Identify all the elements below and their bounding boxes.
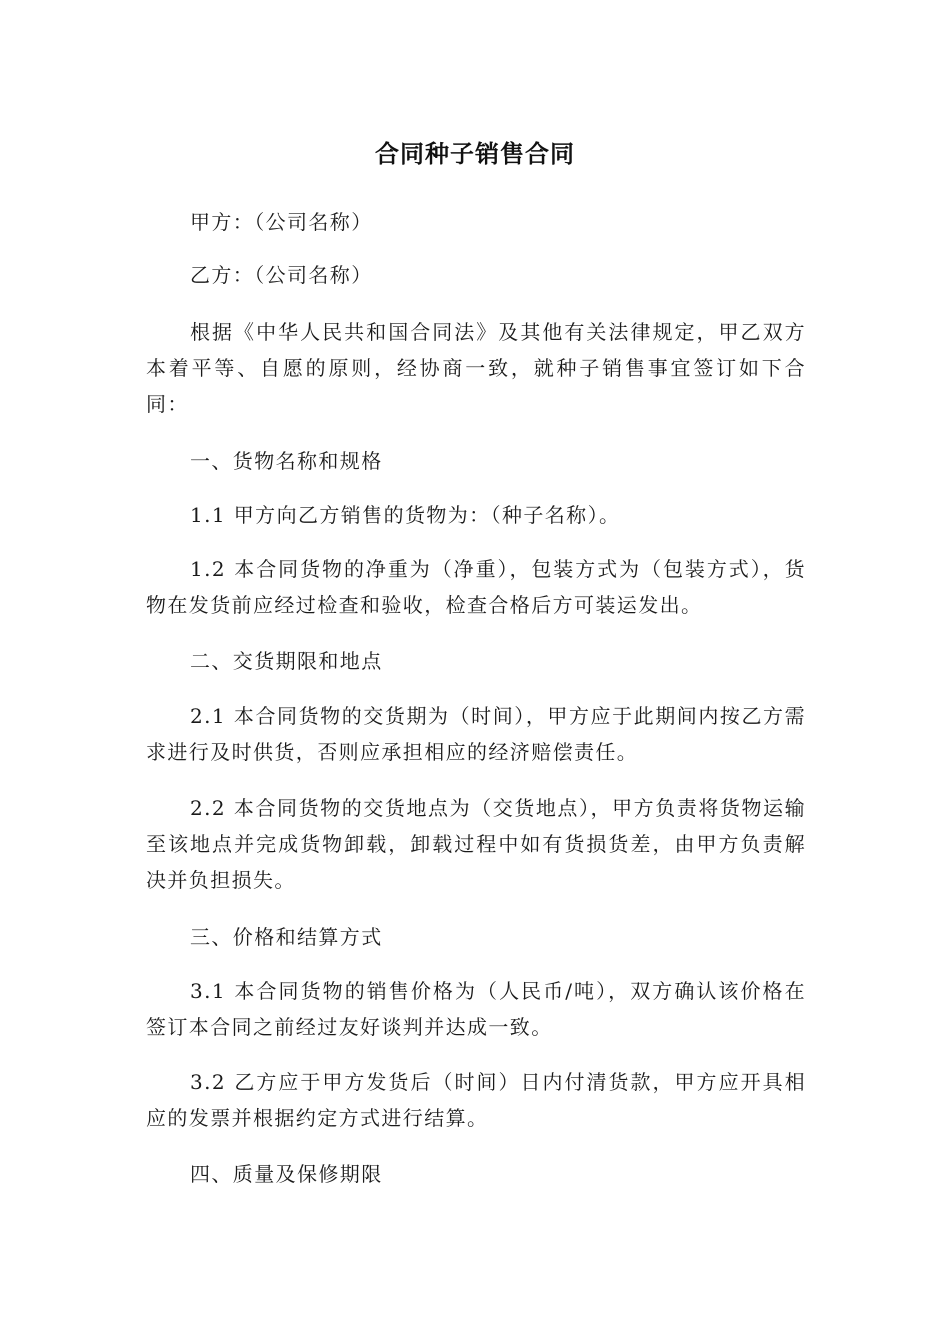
clause-2-1: 2.1 本合同货物的交货期为（时间），甲方应于此期间内按乙方需求进行及时供货，否则应承担相应的经济赔偿责任。 [146, 704, 806, 764]
clause-3-1: 3.1 本合同货物的销售价格为（人民币/吨），双方确认该价格在签订本合同之前经过友好谈判并达成一致。 [146, 979, 806, 1039]
document-title: 合同种子销售合同 [375, 140, 575, 168]
clause-3-2: 3.2 乙方应于甲方发货后（时间）日内付清货款，甲方应开具相应的发票并根据约定方式进行结算。 [146, 1070, 806, 1130]
preamble-paragraph: 根据《中华人民共和国合同法》及其他有关法律规定，甲乙双方本着平等、自愿的原则，经协商一致，就种子销售事宜签订如下合同： [146, 320, 806, 416]
section-heading-price: 三、价格和结算方式 [190, 925, 383, 949]
clause-1-1: 1.1 甲方向乙方销售的货物为：（种子名称）。 [190, 503, 621, 527]
party-b-line: 乙方：（公司名称） [190, 263, 373, 287]
section-heading-goods: 一、货物名称和规格 [190, 449, 383, 473]
party-a-line: 甲方：（公司名称） [190, 210, 373, 234]
section-heading-quality: 四、质量及保修期限 [190, 1162, 383, 1186]
section-heading-delivery: 二、交货期限和地点 [190, 649, 383, 673]
clause-1-2: 1.2 本合同货物的净重为（净重），包装方式为（包装方式），货物在发货前应经过检查和验收，检查合格后方可装运发出。 [146, 557, 806, 617]
clause-2-2: 2.2 本合同货物的交货地点为（交货地点），甲方负责将货物运输至该地点并完成货物卸载，卸载过程中如有货损货差，由甲方负责解决并负担损失。 [146, 796, 806, 892]
